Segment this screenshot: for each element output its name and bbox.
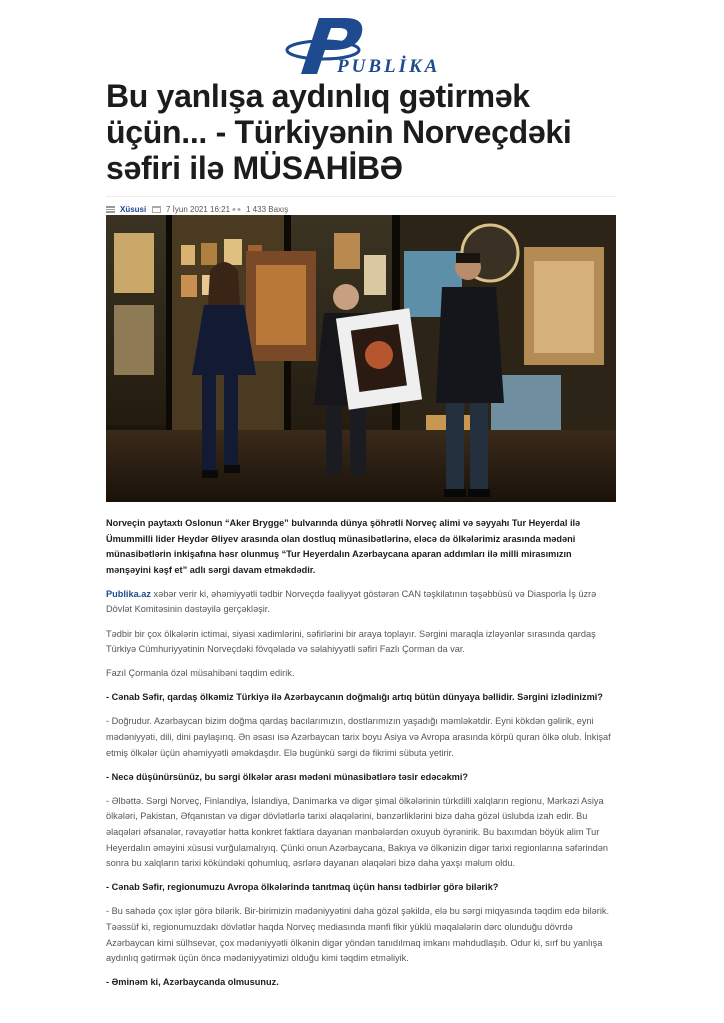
- article-title: Bu yanlışa aydınlıq gətirmək üçün... - Türkiyənin Norveçdəki səfiri ilə MÜSAHİBƏ: [106, 78, 572, 186]
- article-body: [106, 516, 616, 999]
- views-icon: [232, 206, 241, 213]
- meta-category[interactable]: [106, 205, 146, 214]
- article-paragraph: Fazıl Çormanla özəl müsahibəni təqdim edirik.: [106, 668, 295, 679]
- interview-answer: - Bu sahədə çox işlər görə bilərik. Bir-birimizin mədəniyyətini daha gözəl şəkildə, elə bu sərgi miqyasında təqdim edə bilərik. Təəssüf ki, regionumuzdakı dövlətlər haqda Norveç mediasında mənfi fikir yüklü məqalələrin dərc olunduğu dövrdə Azərbaycan kimi sülhsevər, çox mədəniyyətli ölkənin digər yöndən tanıdılmaq imkanı məhdudlaşıb. Odur ki, sırf bu yanlışa aydınlıq gətirmək üçün öncə mədəniyyətimizi olduğu kimi təqdim etməliyik.: [106, 906, 610, 964]
- article-lead: Norveçin paytaxtı Oslonun “Aker Brygge” bulvarında dünya şöhrətli Norveç alimi və səyyahı Tur Heyerdal ilə Ümummilli lider Heydər Əliyev arasında olan dostluq münasibətlərinə, eləcə də ölkələrimiz arasında mədəni münasibətlərin inkişafına həsr olunmuş “Tur Heyerdalın Azərbaycana aparan addımları ilə milli mirasımızın mənşəyini kəşf et” adlı sərgi davam etməkdədir.: [106, 518, 581, 575]
- article-paragraph: Tədbir bir çox ölkələrin ictimai, siyasi xadimlərini, səfirlərini bir araya toplayır. Sərgini maraqla izləyənlər sırasında qardaş Türkiyə Cümhuriyyətinin Norveçdəki fövqəladə və səlahiyyətli səfiri Fazlı Çorman da var.: [106, 628, 596, 655]
- article-paragraph: [106, 587, 616, 618]
- calendar-icon: [152, 206, 161, 213]
- logo-wordmark: PUBLİKA: [337, 56, 441, 77]
- meta-date-label: 7 İyun 2021 16:21: [166, 205, 231, 214]
- interview-question: - Cənab Səfir, regionumuzu Avropa ölkələrində tanıtmaq üçün hansı tədbirlər görə bilərik?: [106, 882, 499, 893]
- meta-category-label[interactable]: Xüsusi: [120, 205, 147, 214]
- meta-views-label: 1 433 Baxış: [246, 205, 289, 214]
- interview-question: - Əminəm ki, Azərbaycanda olmusunuz.: [106, 977, 279, 988]
- meta-views: [232, 205, 288, 214]
- category-icon: [106, 206, 115, 213]
- publika-logo[interactable]: [285, 14, 445, 78]
- paragraph-text: xəbər verir ki, əhəmiyyətli tədbir Norveçdə fəaliyyət göstərən CAN təşkilatının təşəbbüsü və Diasporla İş üzrə Dövlət Komitəsinin dəstəyilə gerçəkləşir.: [106, 588, 597, 615]
- interview-question: - Cənab Səfir, qardaş ölkəmiz Türkiyə ilə Azərbaycanın doğmalığı artıq bütün dünyaya bəllidir. Sərgini izlədinizmi?: [106, 692, 603, 703]
- meta-date: [152, 205, 230, 214]
- interview-answer: - Əlbəttə. Sərgi Norveç, Finlandiya, İslandiya, Danimarka və digər şimal ölkələrinin türkdilli xalqların regionu, Mərkəzi Asiya ölkələri, Pakistan, Əfqanıstan və digər dövlətlərlə tarixi əlaqələrini, bənzərliklərini bizə daha gözəl üslubda izah edir. Bu əlaqələri əfsanələr, rəvayətlər hətta konkret faktlara dayanan mənbələrdən oxuyub öyrənirik. Bu baxımdan böyük alim Tur Heyerdalın əməyini xüsusi vurğulamalıyıq. Çünki onun Azərbaycana, Bakıya və ölkənizin digər tarixi regionlarına səfərindən sonra bu xalqların tarixi kökündəki qohumluq, əsrlərə dayanan əlaqələri bizə daha yaxşı məlum oldu.: [106, 795, 609, 869]
- exhibition-photo: [106, 215, 616, 502]
- article-photo: [106, 215, 616, 502]
- interview-answer: - Doğrudur. Azərbaycan bizim doğma qardaş bacılarımızın, dostlarımızın yaşadığı məmləkətdir. Eyni kökdən gəlirik, eyni mədəniyyəti, dili, dini paylaşırıq. Ən əsası isə Azərbaycan tarix boyu Asiya və Avropa arasında körpü quran ölkə olub. İnkişaf etmiş ölkələr üçün əhəmiyyətli əməkdaşdır. Elə bugünkü sərgi də fikrimi sübuta yetirir.: [106, 716, 611, 758]
- source-link[interactable]: Publika.az: [106, 588, 151, 599]
- interview-question: - Necə düşünürsünüz, bu sərgi ölkələr arası mədəni münasibətlərə təsir edəcəkmi?: [106, 771, 469, 782]
